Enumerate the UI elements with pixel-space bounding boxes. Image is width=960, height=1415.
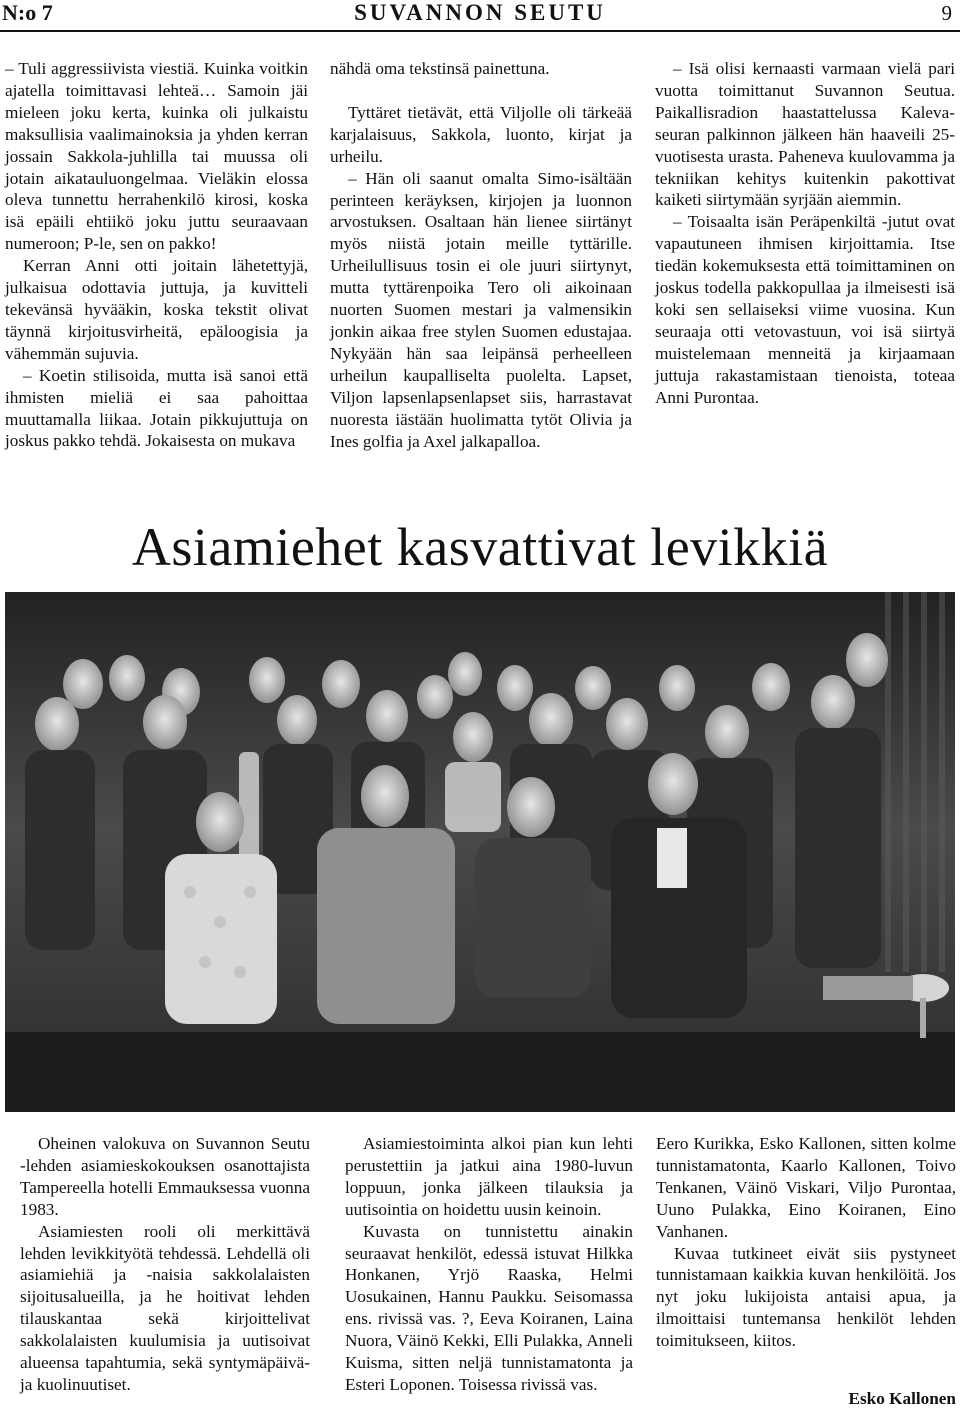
paragraph: – Isä olisi kernaasti varmaan vielä pari vuotta toimittanut Suvannon Seutua. Paikallisradion haastattelussa Kaleva-seuran palkinnon jälkeen hän haaveili 25-vuotisesta urasta. Paheneva kuulovamma ja tekniikan kehitys kuitenkin pakottivat kaiketi siirtymään syrjään aiemmin. [655,59,955,210]
article-column-3 [655,58,955,409]
page-header [0,0,960,32]
caption-column-1 [20,1133,310,1396]
paragraph: Asiamiestoiminta alkoi pian kun lehti perustettiin ja jatkui aina 1980-luvun loppuun, jonka jälkeen tilauksia ja uutisointia on hoidettu uusin keinoin. [345,1134,633,1219]
issue-number: N:o 7 [2,0,53,25]
page-number: 9 [941,1,952,25]
paragraph: Kerran Anni otti joitain lähetettyjä, julkaisua odottavia juttuja, ja kuvitteli tekevänsä hyvääkin, koska tekstit olivat täynnä kirjoitusvirheitä, epäloogisia ja vähemmän sujuvia. [5,256,308,363]
caption-column-2 [345,1133,633,1396]
paragraph: – Toisaalta isän Peräpenkiltä -jutut ovat vapautuneen ihmisen kirjoittamia. Itse tiedän kokemuksesta että toimittaminen on joskus todella pakkopullaa ja ilmeisesti isä koki sen sellaiseksi viime vuosina. Kun seuraaja otti vetovastuun, voi isä siirtyä muistelemaan menneitä ja kirjaamaan juttuja rakastamistaan tienoista, toteaa Anni Purontaa. [655,212,955,407]
paragraph: Kuvasta on tunnistettu ainakin seuraavat henkilöt, edessä istuvat Hilkka Honkanen, Yrjö Raaska, Helmi Uosukainen, Hannu Paukku. Seisomassa ens. rivissä vas. ?, Eeva Koiranen, Laina Nuora, Väinö Kekki, Elli Pulakka, Anneli Kuisma, sitten neljä tunnistamatonta ja Esteri Loponen. Toisessa rivissä vas. [345,1221,633,1394]
author-signature: Esko Kallonen [848,1389,956,1408]
paragraph: nähdä oma tekstinsä painettuna. [330,59,550,78]
caption-column-3 [656,1133,956,1352]
article-column-1 [5,58,308,452]
paragraph: Asiamiesten rooli oli merkittävä lehden levikkityötä tehdessä. Lehdellä oli asiamiehiä ja -naisia sakkolalaisten sijoitusalueilla, ja he hoitivat lehden tilauskantaa sekä kirjoittelivat sakkolalaisten kuulumisia ja uutisoivat alueensa tapahtumia, sekä syntymäpäivä- ja kuolinuutiset. [20,1221,310,1394]
group-photo [5,592,955,1112]
article-column-2 [330,58,632,452]
headline: Asiamiehet kasvattivat levikkiä [131,517,829,577]
paragraph: Oheinen valokuva on Suvannon Seutu -lehden asiamieskokouksen osanottajista Tampereella hotelli Emmauksessa vuonna 1983. [20,1134,310,1219]
paragraph: – Tuli aggressiivista viestiä. Kuinka voitkin ajatella toimittavasi lehteä… Samoin jäi mieleen joku kerta, kuinka oli julkaistu maksullisia vaalimainoksia ja yhden kerran jossain Sakkola-juhlilla tai muussa oli jotain aikatauluongelmaa. Vieläkin elossa oleva tunnettu herrahenkilö kirosi, koska isä epäili ehtiikö joku juttu seuraavaan numeroon; P-le, sen on pakko! [5,59,308,254]
newspaper-title: SUVANNON SEUTU [354,0,606,25]
paragraph: – Koetin stilisoida, mutta isä sanoi että ihmisten mieliä ei saa pahoittaa muuttamalla liikaa. Jotain pikkujuttuja on joskus pakko tehdä. Jokaisesta on mukava [5,365,308,451]
paragraph: Tyttäret tietävät, että Viljolle oli tärkeää karjalaisuus, Sakkola, luonto, kirjat ja urheilu. [330,102,632,166]
paragraph: Eero Kurikka, Esko Kallonen, sitten kolme tunnistamatonta, Kaarlo Kallonen, Toivo Tenkanen, Väinö Viskari, Viljo Purontaa, Uuno Pulakka, Eino Koiranen, Eino Vanhanen. [656,1134,956,1241]
paragraph: – Hän oli saanut omalta Simo-isältään perinteen keräyksen, kirjojen ja luonnon arvostuksen. Osaltaan hän lienee siirtänyt myös niistä jotain meille tyttärille. Urheilullisuus tosin ei ole juuri siirtynyt, mutta tyttärenpoika Tero oli aikoinaan nuorten Suomen mestari ja valmensikin jonkin aikaa free stylen Suomen edustajaa. Nykyään hän saa leipänsä perheelleen urheilun kaupalliselta puolelta. Lapset, Viljon lapsenlapsenlapset siis, harrastavat nuoresta iästään huolimatta tytöt Olivia ja Ines golfia ja Axel jalkapalloa. [330,168,632,451]
paragraph: Kuvaa tutkineet eivät siis pystyneet tunnistamaan kaikkia kuvan henkilöitä. Jos nyt joku lukijoista antaisi apua, ja ilmoittaisi tuntemansa henkilöt lehden toimitukseen, kiitos. [656,1243,956,1351]
